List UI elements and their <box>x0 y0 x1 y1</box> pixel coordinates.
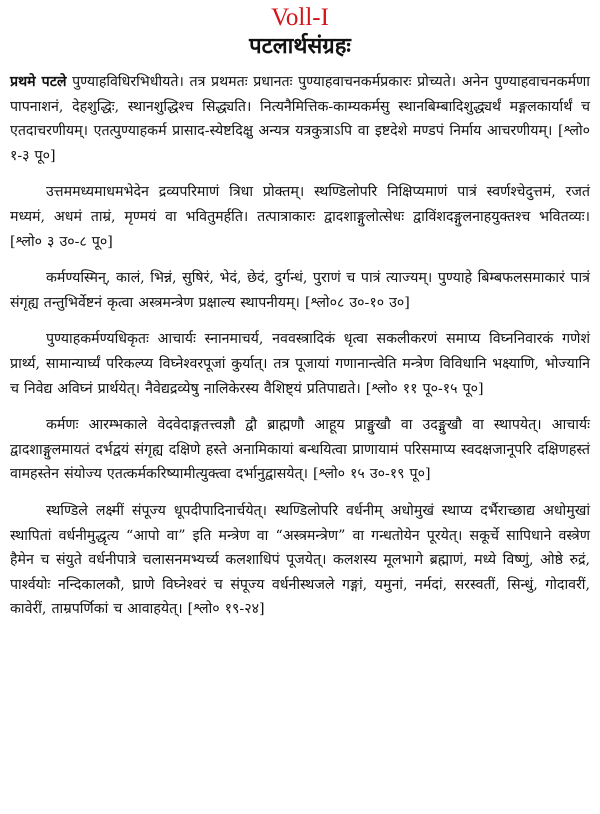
paragraph-text: कर्मणः आरम्भकाले वेदवेदाङ्गतत्त्वज्ञौ द्वौ ब्राह्मणौ आहूय प्राङ्मुखौ वा उदङ्मुखौ वा स्थापयेत्। आचार्यः द्वादशाङ्गुलमायतं दर्भद्वयं संगृह्य दक्षिणे हस्ते अनामिकायां बन्धयित्वा प्राणायामं परिसमाप्य स्वदक्षजानूपरि दक्षिणहस्तं वामहस्तेन संयोज्य एतत्कर्मकरिष्यामीत्युक्त्वा दर्भानुद्वासयेत्। [श्लो० १५ उ०-१९ पू०] <box>10 417 590 483</box>
paragraph-1 <box>10 70 590 168</box>
paragraph-text: स्थण्डिले लक्ष्मीं संपूज्य धूपदीपादिनार्चयेत्। स्थण्डिलोपरि वर्धनीम् अधोमुखं स्थाप्य दर्भैराच्छाद्य अधोमुखां स्थापितां वर्धनीमुद्धृत्य “आपो वा” इति मन्त्रेण वा “अस्त्रमन्त्रेण” वा गन्धतोयेन पूरयेत्। सकूर्चे सापिधाने वस्त्रेण हैमेन च संयुते वर्धनीपात्रे चलासनमभ्यर्च्य कलशाधिपं पूजयेत्। कलशस्य मूलभागे ब्रह्माणं, मध्ये विष्णुं, ओष्ठे रुद्रं, पार्श्वयोः नन्दिकालकौ, घ्राणे विघ्नेश्वरं च संपूज्य वर्धनीस्थजले गङ्गां, यमुनां, नर्मदां, सरस्वतीं, सिन्धुं, गोदावरीं, कावेरीं, ताम्रपर्णिकां च आवाहयेत्। [श्लो० १९-२४] <box>10 502 590 618</box>
paragraph-text: कर्मण्यस्मिन्, कालं, भिन्नं, सुषिरं, भेदं, छेदं, दुर्गन्धं, पुराणं च पात्रं त्याज्यम्। पुण्याहे बिम्बफलसमाकारं पात्रं संगृह्य तन्तुभिर्वेष्टनं कृत्वा अस्त्रमन्त्रेण प्रक्षाल्य स्थापनीयम्। [श्लो०८ उ०-१० उ०] <box>10 270 590 311</box>
volume-label: Voll-I <box>271 4 329 31</box>
paragraph-6 <box>10 499 590 622</box>
paragraph-2 <box>10 180 590 254</box>
paragraph-lead: प्रथमे पटले <box>10 74 67 90</box>
paragraph-4 <box>10 327 590 401</box>
paragraph-5 <box>10 413 590 487</box>
page-title: पटलार्थसंग्रहः <box>249 34 351 59</box>
paragraph-text: उत्तममध्यमाधमभेदेन द्रव्यपरिमाणं त्रिधा प्रोक्तम्। स्थण्डिलोपरि निक्षिप्यमाणं पात्रं स्वर्णश्चेदुत्तमं, रजतं मध्यमं, अधमं ताम्रं, मृण्मयं वा भवितुमर्हति। तत्पात्राकारः द्वादशाङ्गुलोत्सेधः द्वाविंशदङ्गुलनाहयुक्तश्च भवितव्यः। [श्लो० ३ उ०-८ पू०] <box>10 184 590 250</box>
paragraph-text: पुण्याहकर्मण्यधिकृतः आचार्यः स्नानमाचर्य, नववस्त्रादिकं धृत्वा सकलीकरणं समाप्य विघ्ननिवारकं गणेशं प्रार्थ्य, सामान्यार्घ्यं परिकल्प्य विघ्नेश्वरपूजां कुर्यात्। तत्र पूजायां गणानान्त्वेति मन्त्रेण विविधानि भक्ष्याणि, भोज्यानि च निवेद्य अविघ्नं प्रार्थयेत्। नैवेद्यद्रव्येषु नालिकेरस्य वैशिष्ट्यं प्रतिपाद्यते। [श्लो० ११ पू०-१५ पू०] <box>10 331 590 397</box>
paragraph-3 <box>10 266 590 315</box>
paragraph-text: पुण्याहविधिरभिधीयते। तत्र प्रथमतः प्रधानतः पुण्याहवाचनकर्मप्रकारः प्रोच्यते। अनेन पुण्याहवाचनकर्मणा पापनाशनं, देहशुद्धिः, स्थानशुद्धिश्च सिद्ध्यति। नित्यनैमित्तिक-काम्यकर्मसु स्थानबिम्बादिशुद्ध्यर्थं मङ्गलकार्यार्थं च एतदाचरणीयम्। एतत्पुण्याहकर्म प्रासाद-स्येष्टदिक्षु अन्यत्र यत्रकुत्राऽपि वा इष्टदेशे मण्डपं निर्माय आचरणीयम्। [श्लो० १-३ पू०] <box>10 74 590 164</box>
